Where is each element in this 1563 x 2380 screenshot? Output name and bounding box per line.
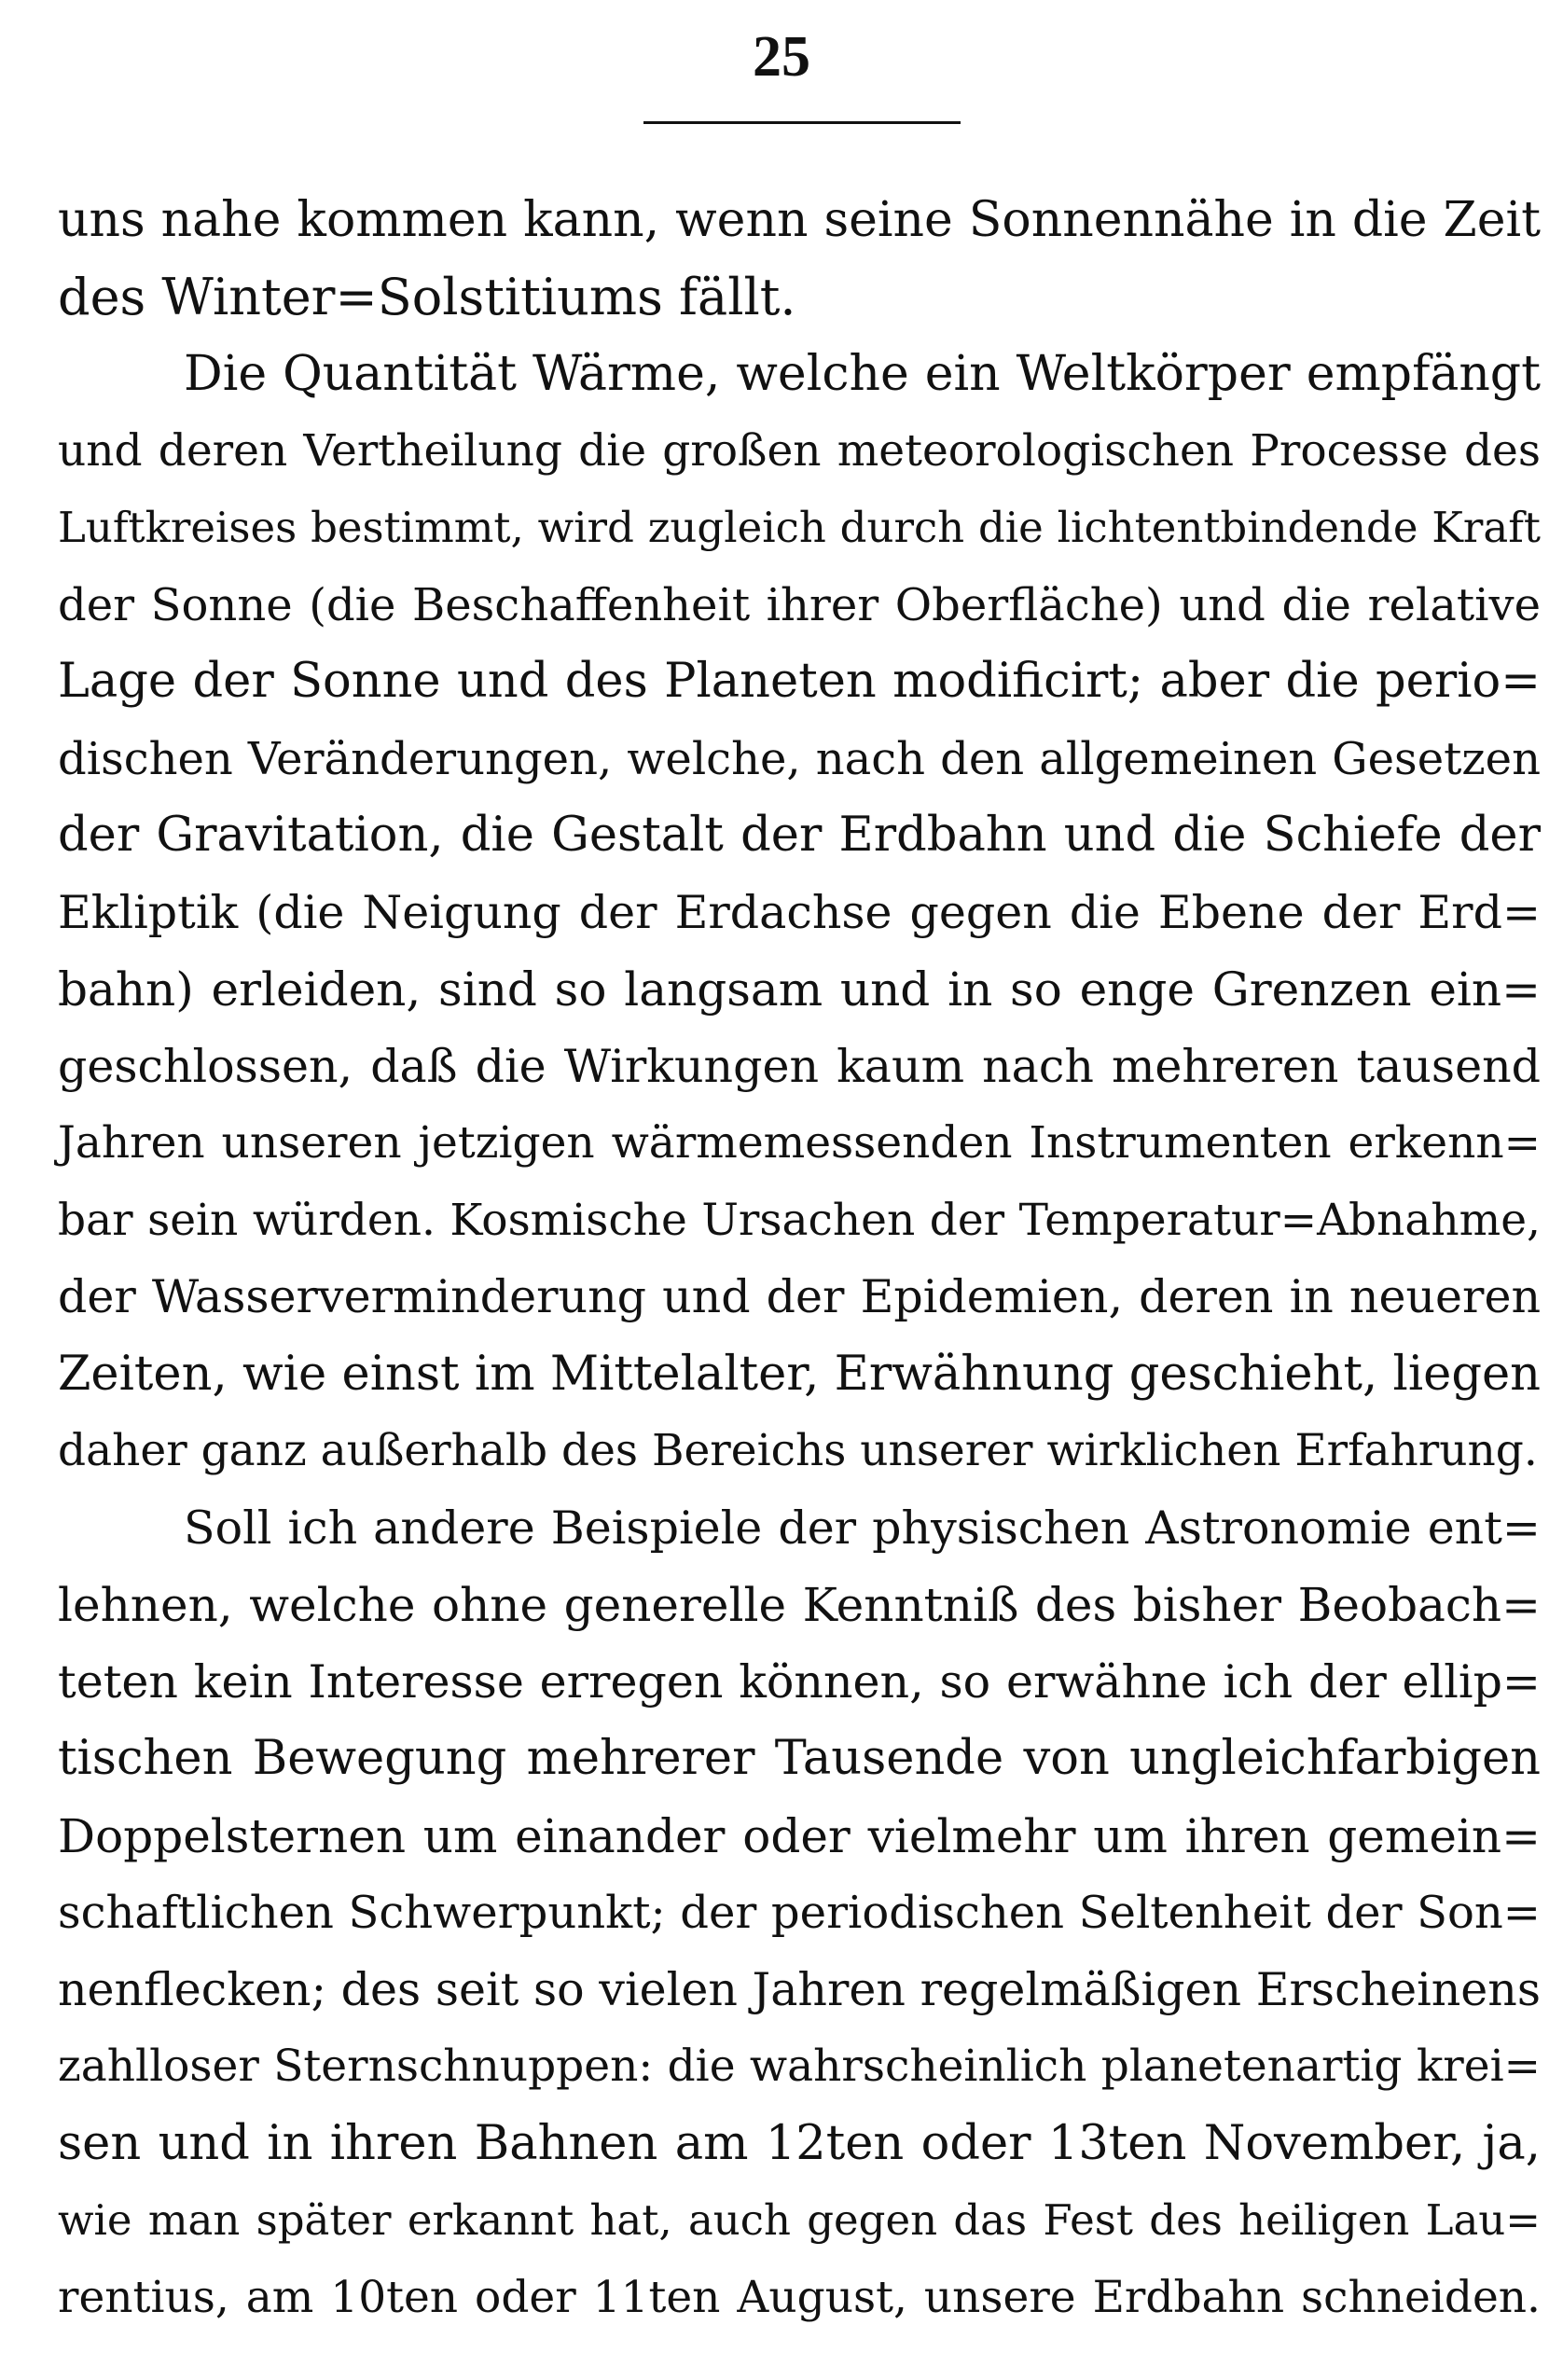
- page-number: 25: [753, 25, 810, 89]
- text-line: dischen Veränderungen, welche, nach den allgemeinen Gesetzen: [58, 732, 1541, 785]
- text-line: geschlossen, daß die Wirkungen kaum nach mehreren tausend: [58, 1039, 1541, 1093]
- text-line: Die Quantität Wärme, welche ein Weltkörper empfängt: [184, 346, 1541, 402]
- text-line: Ekliptik (die Neigung der Erdachse gegen die Ebene der Erd=: [58, 885, 1541, 939]
- text-line: der Sonne (die Beschaffenheit ihrer Oberfläche) und die relative: [58, 578, 1541, 631]
- text-line: Jahren unseren jetzigen wärmemessenden Instrumenten erkenn=: [58, 1117, 1541, 1169]
- text-line: Luftkreises bestimmt, wird zugleich durch die lichtentbindende Kraft: [58, 503, 1541, 552]
- text-line: teten kein Interesse erregen können, so erwähne ich der ellip=: [58, 1654, 1541, 1709]
- text-line: daher ganz außerhalb des Bereichs unserer wirklichen Erfahrung.: [58, 1425, 1538, 1476]
- text-line: uns nahe kommen kann, wenn seine Sonnennähe in die Zeit: [58, 192, 1541, 248]
- text-line: der Wasserverminderung und der Epidemien, deren in neueren: [58, 1270, 1541, 1323]
- text-line: des Winter=Solstitiums fällt.: [58, 267, 796, 326]
- body-text: [58, 182, 1541, 2336]
- text-line: der Gravitation, die Gestalt der Erdbahn und die Schiefe der: [58, 808, 1541, 863]
- text-line: lehnen, welche ohne generelle Kenntniß des bisher Beobach=: [58, 1578, 1541, 1632]
- text-line: Lage der Sonne und des Planeten modificirt; aber die perio=: [58, 654, 1541, 709]
- header-rule: [643, 121, 961, 124]
- text-line: bar sein würden. Kosmische Ursachen der Temperatur=Abnahme,: [58, 1194, 1541, 1246]
- text-line: bahn) erleiden, sind so langsam und in so enge Grenzen ein=: [58, 962, 1541, 1017]
- text-line: nenflecken; des seit so vielen Jahren regelmäßigen Erscheinens: [58, 1962, 1541, 2016]
- text-line: sen und in ihren Bahnen am 12ten oder 13ten November, ja,: [58, 2115, 1541, 2171]
- text-line: und deren Vertheilung die großen meteorologischen Processe des: [58, 424, 1541, 477]
- text-line: wie man später erkannt hat, auch gegen das Fest des heiligen Lau=: [58, 2195, 1541, 2245]
- text-line: zahlloser Sternschnuppen: die wahrscheinlich planetenartig krei=: [58, 2041, 1541, 2092]
- text-line: tischen Bewegung mehrerer Tausende von ungleichfarbigen: [58, 1731, 1541, 1786]
- text-line: Doppelsternen um einander oder vielmehr um ihren gemein=: [58, 1808, 1541, 1863]
- text-line: Zeiten, wie einst im Mittelalter, Erwähnung geschieht, liegen: [58, 1346, 1541, 1402]
- text-line: rentius, am 10ten oder 11ten August, unsere Erdbahn schneiden.: [58, 2271, 1541, 2323]
- text-line: schaftlichen Schwerpunkt; der periodischen Seltenheit der Son=: [58, 1887, 1541, 1939]
- text-line: Soll ich andere Beispiele der physischen Astronomie ent=: [184, 1501, 1541, 1555]
